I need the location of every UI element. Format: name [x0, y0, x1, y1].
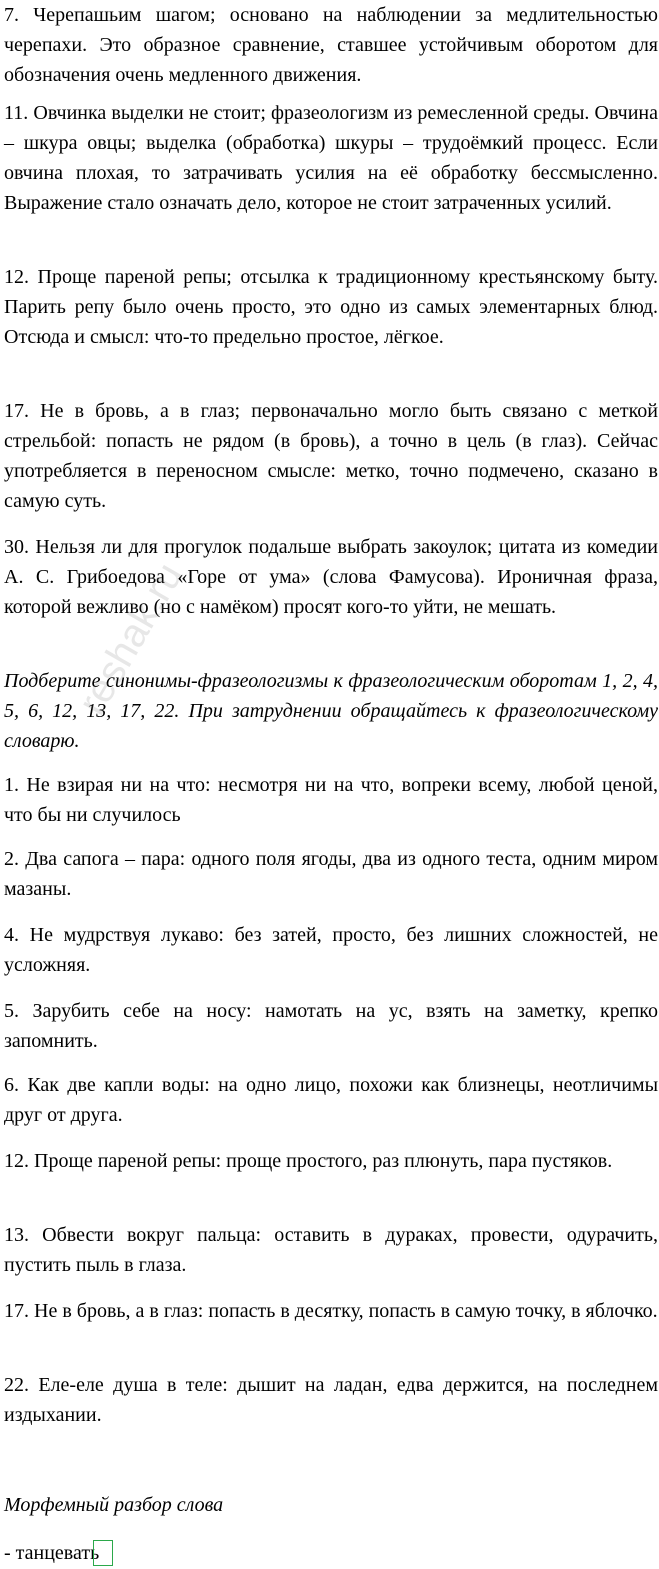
paragraph-11: 11. Овчинка выделки не стоит; фразеологизм из ремесленной среды. Овчина – шкура овцы; выделка (обработка) шкуры – трудоёмкий процесс. Если овчина плохая, то затрачивать усилия на её обработку бессмысленно. Выражение стало означать дело, которое не стоит затраченных усилий. [4, 102, 658, 214]
synonym-item-4: 4. Не мудрствуя лукаво: без затей, просто, без лишних сложностей, не усложняя. [4, 924, 658, 976]
paragraph-30: 30. Нельзя ли для прогулок подальше выбрать закоулок; цитата из комедии А. С. Грибоедова «Горе от ума» (слова Фамусова). Ироничная фраза, которой вежливо (но с намёком) просят кого-то уйти, не мешать. [4, 536, 658, 618]
paragraph-12: 12. Проще пареной репы; отсылка к традиционному крестьянскому быту. Парить репу было очень просто, это одно из самых элементарных блюд. Отсюда и смысл: что-то предельно простое, лёгкое. [4, 266, 658, 348]
morpheme-word-line [4, 1538, 99, 1568]
ending-marker [93, 1540, 113, 1566]
synonym-item-17: 17. Не в бровь, а в глаз: попасть в десятку, попасть в самую точку, в яблочко. [4, 1300, 658, 1322]
paragraph-7: 7. Черепашьим шагом; основано на наблюдении за медлительностью черепахи. Это образное сравнение, ставшее устойчивым оборотом для обозначения очень медленного движения. [4, 4, 658, 86]
morpheme-heading: Морфемный разбор слова [4, 1494, 224, 1516]
synonym-item-22: 22. Еле-еле душа в теле: дышит на ладан, едва держится, на последнем издыхании. [4, 1374, 658, 1426]
synonym-item-5: 5. Зарубить себе на носу: намотать на ус, взять на заметку, крепко запомнить. [4, 1000, 658, 1052]
paragraph-17: 17. Не в бровь, а в глаз; первоначально могло быть связано с меткой стрельбой: попасть не рядом (в бровь), а точно в цель (в глаз). Сейчас употребляется в переносном смысле: метко, точно подмечено, сказано в самую суть. [4, 400, 658, 512]
synonym-item-6: 6. Как две капли воды: на одно лицо, похожи как близнецы, неотличимы друг от друга. [4, 1074, 658, 1126]
synonym-item-13: 13. Обвести вокруг пальца: оставить в дураках, провести, одурачить, пустить пыль в глаза. [4, 1224, 658, 1276]
morpheme-word: - танцевать [4, 1542, 100, 1564]
synonym-item-2: 2. Два сапога – пара: одного поля ягоды, два из одного теста, одним миром мазаны. [4, 848, 658, 900]
synonym-item-12: 12. Проще пареной репы: проще простого, раз плюнуть, пара пустяков. [4, 1150, 613, 1172]
synonym-item-1: 1. Не взирая ни на что: несмотря ни на что, вопреки всему, любой ценой, что бы ни случилось [4, 774, 658, 826]
task-instruction: Подберите синонимы-фразеологизмы к фразеологическим оборотам 1, 2, 4, 5, 6, 12, 13, 17, 22. При затруднении обращайтесь к фразеологическому словарю. [4, 670, 658, 752]
watermark: reshak.ru [70, 555, 192, 722]
